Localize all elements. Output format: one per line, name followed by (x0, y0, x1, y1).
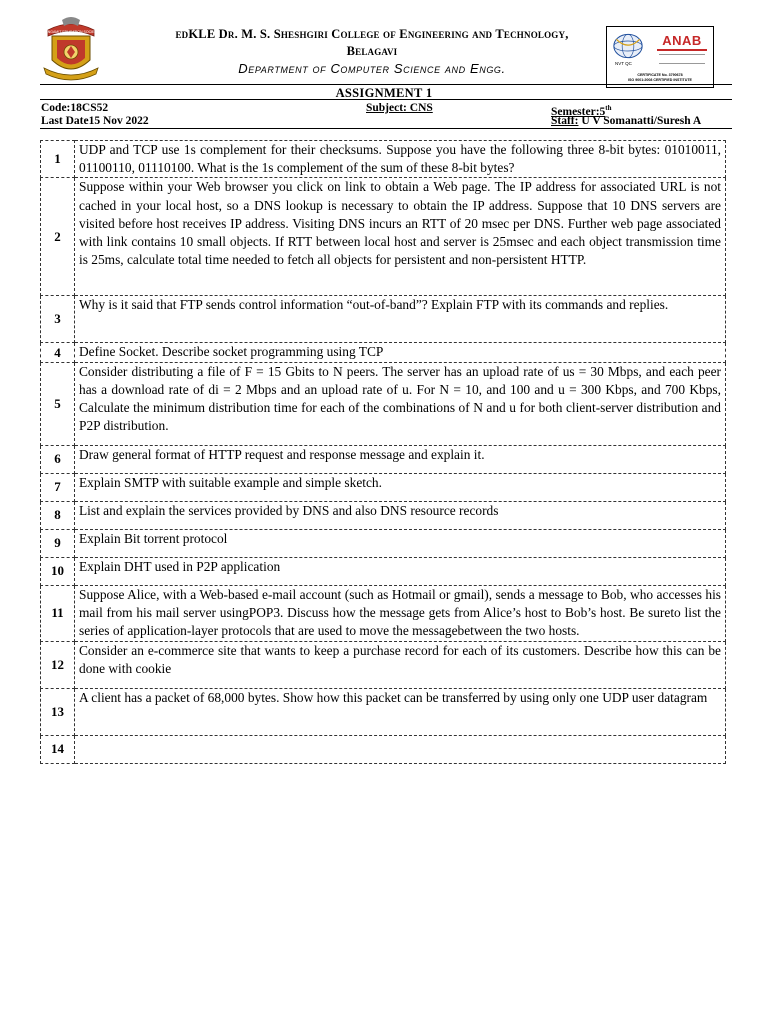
meta-rule (40, 128, 732, 129)
question-text: A client has a packet of 68,000 bytes. Show how this packet can be transferred by using only one UDP user datagram (75, 688, 726, 735)
question-text: Consider an e-commerce site that wants to keep a purchase record for each of its customers. Describe how this can be done with cookie (75, 641, 726, 688)
assignment-title: ASSIGNMENT 1 (335, 86, 433, 100)
question-number: 7 (41, 473, 75, 501)
question-text (75, 735, 726, 763)
question-number: 9 (41, 529, 75, 557)
college-name (116, 26, 628, 60)
question-row (41, 445, 726, 473)
question-text: Why is it said that FTP sends control information “out-of-band”? Explain FTP with its commands and replies. (75, 296, 726, 343)
staff-info (551, 115, 701, 128)
question-row (41, 529, 726, 557)
question-row (41, 141, 726, 178)
question-row (41, 641, 726, 688)
question-text: Draw general format of HTTP request and response message and explain it. (75, 445, 726, 473)
question-number: 6 (41, 445, 75, 473)
college-name-line2: Belagavi (346, 44, 398, 58)
question-text: UDP and TCP use 1s complement for their checksums. Suppose you have the following three 8-bit bytes: 01010011, 01100110, 01110100. What is the 1s complement of the sum of these 8-bit bytes? (75, 141, 726, 178)
college-name-line1: edKLE Dr. M. S. Sheshgiri College of Engineering and Technology, (175, 27, 569, 41)
semester-text: Semester:5 (551, 105, 606, 118)
question-number: 2 (41, 178, 75, 296)
college-crest-logo (40, 16, 102, 84)
question-number: 5 (41, 362, 75, 445)
question-number: 12 (41, 641, 75, 688)
question-number: 10 (41, 557, 75, 585)
subject-label (366, 102, 433, 115)
header-rule-top (40, 84, 732, 85)
question-row (41, 585, 726, 641)
crest-lettering: SANGAMIT EDUCATION SOCIETY (43, 30, 99, 34)
question-text: Define Socket. Describe socket programming using TCP (75, 343, 726, 362)
anab-underline (657, 49, 707, 51)
question-row (41, 735, 726, 763)
staff-label: Staff: (551, 115, 579, 127)
anab-badge: ANAB (662, 33, 702, 48)
question-text: Explain Bit torrent protocol (75, 529, 726, 557)
question-number: 13 (41, 688, 75, 735)
question-number: 4 (41, 343, 75, 362)
last-date: Last Date15 Nov 2022 (41, 115, 149, 127)
question-row (41, 688, 726, 735)
cert-sub-label: NVT QC (615, 61, 632, 66)
question-row (41, 362, 726, 445)
question-text: Suppose Alice, with a Web-based e-mail account (such as Hotmail or gmail), sends a message to Bob, who accesses his mail from his mail server usingPOP3. Discuss how the message gets from Alice’s host to Bob’s host. Be sureto list the series of application-layer protocols that are used to move the messagebetween the two hosts. (75, 585, 726, 641)
questions-table (40, 140, 726, 764)
question-number: 8 (41, 501, 75, 529)
question-number: 14 (41, 735, 75, 763)
course-code: Code:18CS52 (41, 102, 109, 114)
question-row (41, 557, 726, 585)
globe-icon (611, 31, 645, 61)
anab-fine-lines (659, 54, 705, 64)
question-row (41, 296, 726, 343)
question-row (41, 501, 726, 529)
certificate-iso: ISO 9001:2008 CERTIFIED INSTITUTE (628, 78, 692, 82)
question-number: 11 (41, 585, 75, 641)
question-number: 1 (41, 141, 75, 178)
question-row (41, 343, 726, 362)
question-text: Explain DHT used in P2P application (75, 557, 726, 585)
question-text: Suppose within your Web browser you click on link to obtain a Web page. The IP address for associated URL is not cached in your local host, so a DNS lookup is necessary to obtain the IP address. Suppose that 10 DNS servers are visited before host receives IP address. Visiting DNS incurs an RTT of 20 msec per DNS. Further web page associated with link contains 10 small objects. If RTT between local host and server is 25msec and each object transmission time is 25ms, calculate total time needed to fetch all objects for persistent and non-persistent HTTP. (75, 178, 726, 296)
certificate-number: CERTIFICATE No. 3790678 (637, 73, 683, 77)
question-row (41, 473, 726, 501)
question-text: Explain SMTP with suitable example and simple sketch. (75, 473, 726, 501)
subject-text: Subject: CNS (366, 102, 433, 114)
question-text: Consider distributing a file of F = 15 Gbits to N peers. The server has an upload rate of us = 30 Mbps, and each peer has a download rate of di = 2 Mbps and an upload rate of u. For N = 10, and 100 and u = 300 Kbps, and 700 Kbps, Calculate the minimum distribution time for each of the combinations of N and u for both client-server distribution and P2P distribution. (75, 362, 726, 445)
certification-logo (606, 26, 714, 88)
page-header (38, 14, 732, 86)
staff-name: U V Somanatti/Suresh A (578, 115, 702, 127)
question-row (41, 178, 726, 296)
department-name: Department of Computer Science and Engg. (238, 61, 506, 76)
question-number: 3 (41, 296, 75, 343)
semester-suffix: th (605, 104, 612, 112)
question-text: List and explain the services provided by DNS and also DNS resource records (75, 501, 726, 529)
